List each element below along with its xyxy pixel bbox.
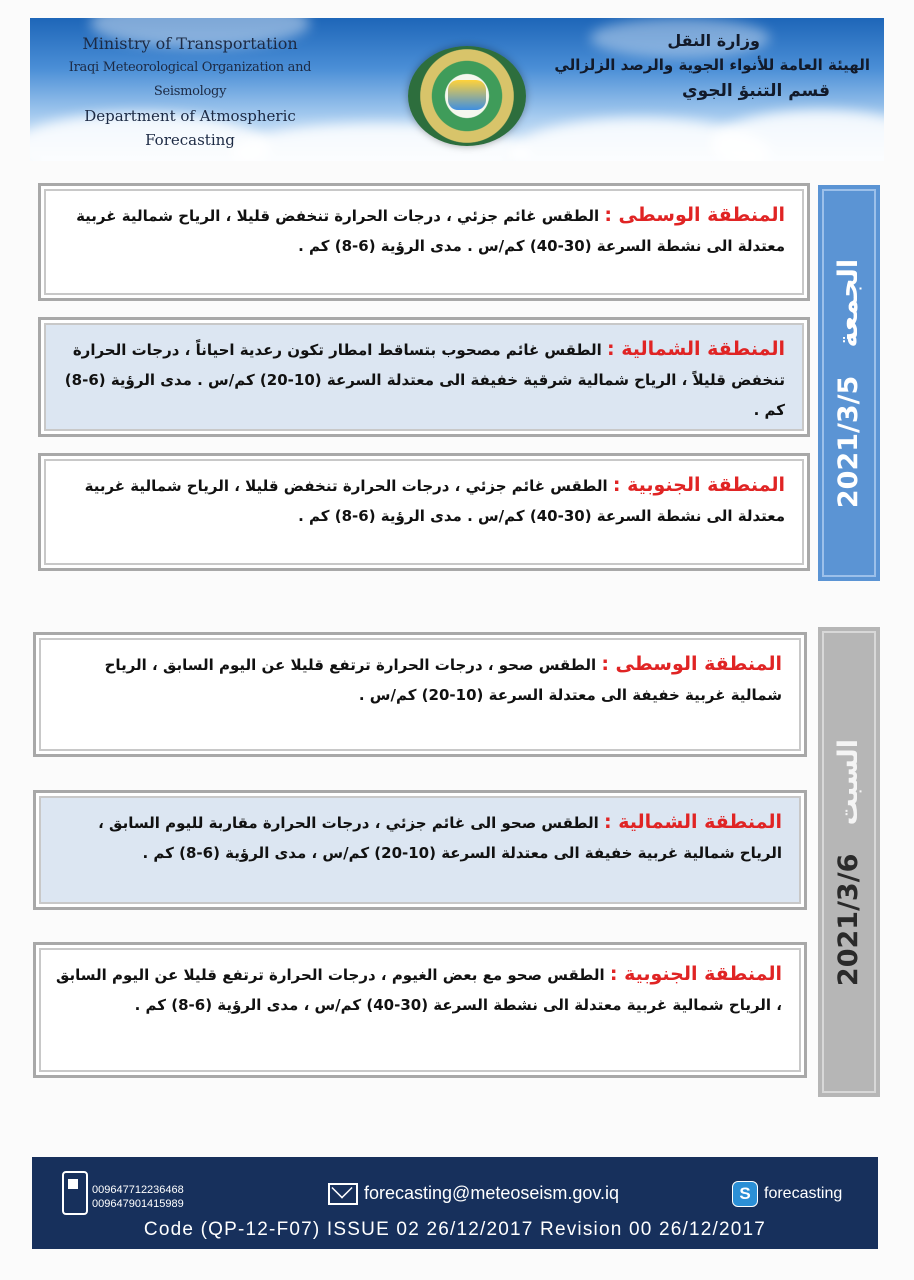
day2-name: السبت: [833, 738, 865, 825]
forecast-text: الطقس غائم جزئي ، درجات الحرارة تنخفض قليلا ، الرياح شمالية غربية معتدلة الى نشطة السرعة (30-40) كم/س . مدى الرؤية (6-8) كم .: [84, 477, 785, 525]
day1-name: الجمعة: [833, 258, 865, 347]
forecast-text: الطقس صحو مع بعض الغيوم ، درجات الحرارة ترتفع قليلا عن اليوم السابق ، الرياح شمالية غربية معتدلة الى نشطة السرعة (30-40) كم/س ، مدى الرؤية (6-8) كم .: [55, 966, 782, 1014]
department-name-ar: قسم التنبؤ الجوي: [682, 81, 830, 101]
region-label: المنطقة الشمالية :: [604, 811, 782, 833]
organization-name-ar: الهيئة العامة للأنواء الجوية والرصد الزلزالي: [554, 56, 870, 74]
day1-south-region-box: [38, 453, 810, 571]
forecast-text: الطقس غائم مصحوب بتساقط امطار تكون رعدية احياناً ، درجات الحرارة تنخفض قليلاً ، الرياح شمالية شرقية خفيفة الى معتدلة السرعة (10-20) كم/س . مدى الرؤية (6-8) كم .: [64, 341, 785, 419]
region-label: المنطقة الشمالية :: [607, 338, 785, 360]
phone-icon: [62, 1171, 88, 1215]
ministry-name-ar: وزارة النقل: [667, 31, 760, 50]
phone-number-1[interactable]: 009647712236468: [92, 1184, 184, 1196]
day2-band: [818, 627, 880, 1097]
forecast-text: الطقس غائم جزئي ، درجات الحرارة تنخفض قليلا ، الرياح شمالية غربية معتدلة الى نشطة السرعة (30-40) كم/س . مدى الرؤية (6-8) كم .: [76, 207, 785, 255]
day1-central-region-box: [38, 183, 810, 301]
region-label: المنطقة الجنوبية :: [609, 963, 782, 985]
day1-date: 2021/3/5: [833, 375, 865, 508]
footer: [32, 1157, 878, 1249]
ministry-name-en: Ministry of Transportation: [82, 34, 298, 53]
forecast-text: الطقس صحو الى غائم جزئي ، درجات الحرارة مقاربة لليوم السابق ، الرياح شمالية غربية خفيفة الى معتدلة السرعة (10-20) كم/س ، مدى الرؤية (6-8) كم .: [98, 814, 782, 862]
skype-icon: S: [732, 1181, 758, 1207]
day2-central-region-box: [33, 632, 807, 757]
region-label: المنطقة الوسطى :: [604, 204, 785, 226]
region-label: المنطقة الوسطى :: [601, 653, 782, 675]
organization-logo-icon: [408, 46, 526, 146]
header-english: [40, 32, 340, 152]
phone-numbers: [92, 1183, 184, 1211]
day2-south-region-box: [33, 942, 807, 1078]
region-label: المنطقة الجنوبية :: [612, 474, 785, 496]
document-code-line: Code (QP-12-F07) ISSUE 02 26/12/2017 Revision 00 26/12/2017: [143, 1219, 767, 1240]
email-link[interactable]: forecasting@meteoseism.gov.iq: [364, 1183, 620, 1203]
email-icon: [328, 1183, 358, 1205]
phone-number-2[interactable]: 009647901415989: [92, 1198, 184, 1210]
day1-band: [818, 185, 880, 581]
day2-north-region-box: [33, 790, 807, 910]
forecast-text: الطقس صحو ، درجات الحرارة ترتفع قليلا عن اليوم السابق ، الرياح شمالية غربية خفيفة الى معتدلة السرعة (10-20) كم/س .: [104, 656, 782, 704]
day2-date: 2021/3/6: [833, 853, 865, 986]
organization-name-en: Iraqi Meteorological Organization and Seismology: [68, 60, 312, 99]
header-banner: [30, 18, 884, 161]
department-name-en: Department of Atmospheric Forecasting: [84, 107, 296, 149]
header-arabic: [540, 30, 870, 104]
day1-north-region-box: [38, 317, 810, 437]
skype-handle[interactable]: forecasting: [764, 1185, 843, 1202]
